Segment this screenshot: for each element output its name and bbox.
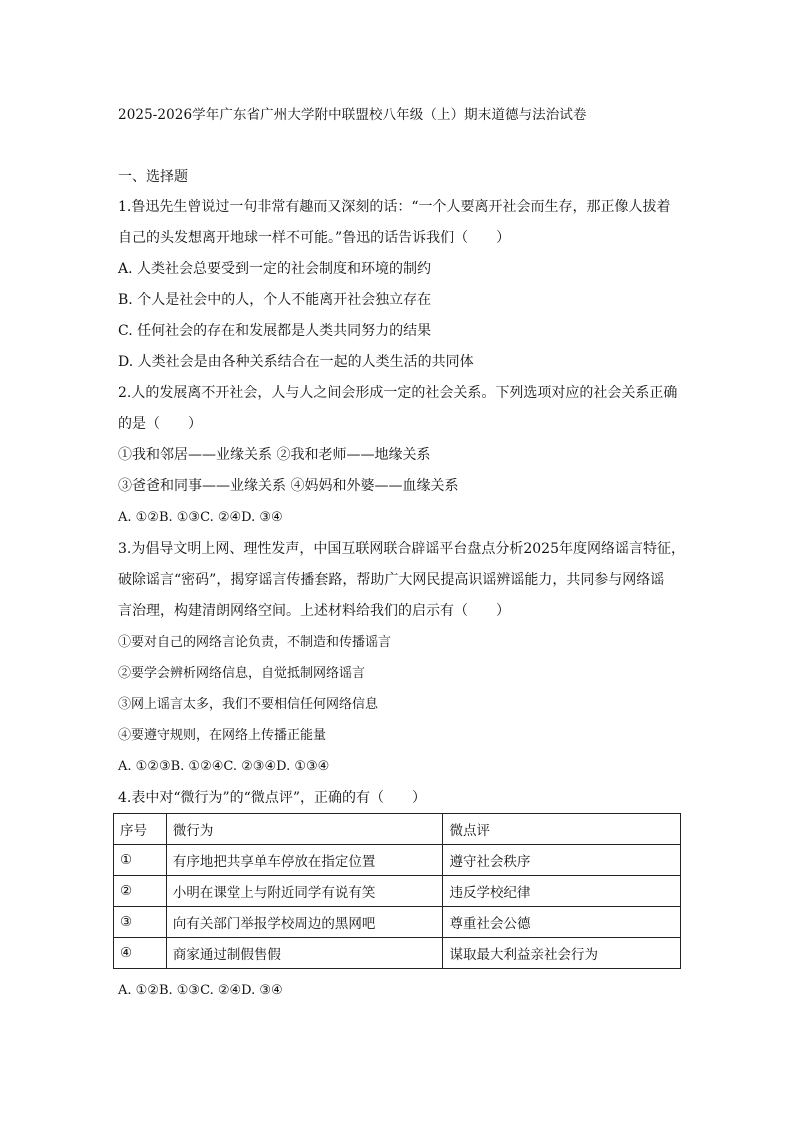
row-number: ③ — [114, 907, 167, 938]
table-row — [114, 907, 681, 938]
q2-answer-options: A. ①②B. ①③C. ②④D. ③④ — [118, 510, 283, 525]
q3-item-4: ④要遵守规则，在网络上传播正能量 — [118, 728, 327, 743]
q2-items-line2: ③爸爸和同事——业缘关系 ④妈妈和外婆——血缘关系 — [118, 478, 459, 494]
q3-stem-line2: 破除谣言“密码”，揭穿谣言传播套路，帮助广大网民提高识谣辨谣能力，共同参与网络谣 — [118, 572, 665, 588]
row-behavior: 商家通过制假售假 — [166, 938, 443, 969]
q3-answer-options: A. ①②③B. ①②④C. ②③④D. ①③④ — [118, 759, 330, 774]
row-behavior: 向有关部门举报学校周边的黑网吧 — [166, 907, 443, 938]
row-comment: 违反学校纪律 — [443, 876, 681, 907]
row-comment: 遵守社会秩序 — [443, 845, 681, 876]
row-number: ④ — [114, 938, 167, 969]
row-comment: 尊重社会公德 — [443, 907, 681, 938]
q4-behavior-table — [113, 813, 681, 969]
q3-stem-line3: 言治理，构建清朗网络空间。上述材料给我们的启示有（ ） — [118, 603, 510, 619]
table-row — [114, 845, 681, 876]
q4-stem: 4.表中对“微行为”的“微点评”，正确的有（ ） — [118, 790, 426, 806]
q4-answer-options: A. ①②B. ①③C. ②④D. ③④ — [118, 983, 283, 998]
q1-stem-line2: 自己的头发想离开地球一样不可能。”鲁迅的话告诉我们（ ） — [118, 230, 511, 246]
row-comment: 谋取最大利益亲社会行为 — [443, 938, 681, 969]
row-behavior: 小明在课堂上与附近同学有说有笑 — [166, 876, 443, 907]
q3-item-1: ①要对自己的网络言论负责，不制造和传播谣言 — [118, 635, 392, 650]
row-number: ① — [114, 845, 167, 876]
row-behavior: 有序地把共享单车停放在指定位置 — [166, 845, 443, 876]
q2-items-line1: ①我和邻居——业缘关系 ②我和老师——地缘关系 — [118, 447, 431, 463]
header-micro-comment: 微点评 — [443, 814, 681, 845]
table-row — [114, 938, 681, 969]
q1-option-a: A. 人类社会总要受到一定的社会制度和环境的制约 — [118, 261, 432, 277]
q3-item-2: ②要学会辨析网络信息，自觉抵制网络谣言 — [118, 666, 366, 681]
q1-option-c: C. 任何社会的存在和发展都是人类共同努力的结果 — [118, 323, 432, 339]
q3-item-3: ③网上谣言太多，我们不要相信任何网络信息 — [118, 697, 379, 712]
table-row — [114, 876, 681, 907]
q2-stem-line1: 2.人的发展离不开社会，人与人之间会形成一定的社会关系。下列选项对应的社会关系正确 — [118, 385, 678, 401]
q1-stem-line1: 1.鲁迅先生曾说过一句非常有趣而又深刻的话：“一个人要离开社会而生存，那正像人拔着 — [118, 199, 671, 215]
q2-stem-line2: 的是（ ） — [118, 416, 202, 432]
row-number: ② — [114, 876, 167, 907]
header-micro-behavior: 微行为 — [166, 814, 443, 845]
section-heading: 一、选择题 — [118, 169, 188, 185]
header-number: 序号 — [114, 814, 167, 845]
q3-stem-line1: 3.为倡导文明上网、理性发声，中国互联网联合辟谣平台盘点分析2025年度网络谣言特征， — [118, 541, 685, 557]
q1-option-d: D. 人类社会是由各种关系结合在一起的人类生活的共同体 — [118, 354, 474, 370]
q1-option-b: B. 个人是社会中的人，个人不能离开社会独立存在 — [118, 292, 432, 308]
exam-title: 2025-2026学年广东省广州大学附中联盟校八年级（上）期末道德与法治试卷 — [118, 107, 587, 123]
table-header-row — [114, 814, 681, 845]
